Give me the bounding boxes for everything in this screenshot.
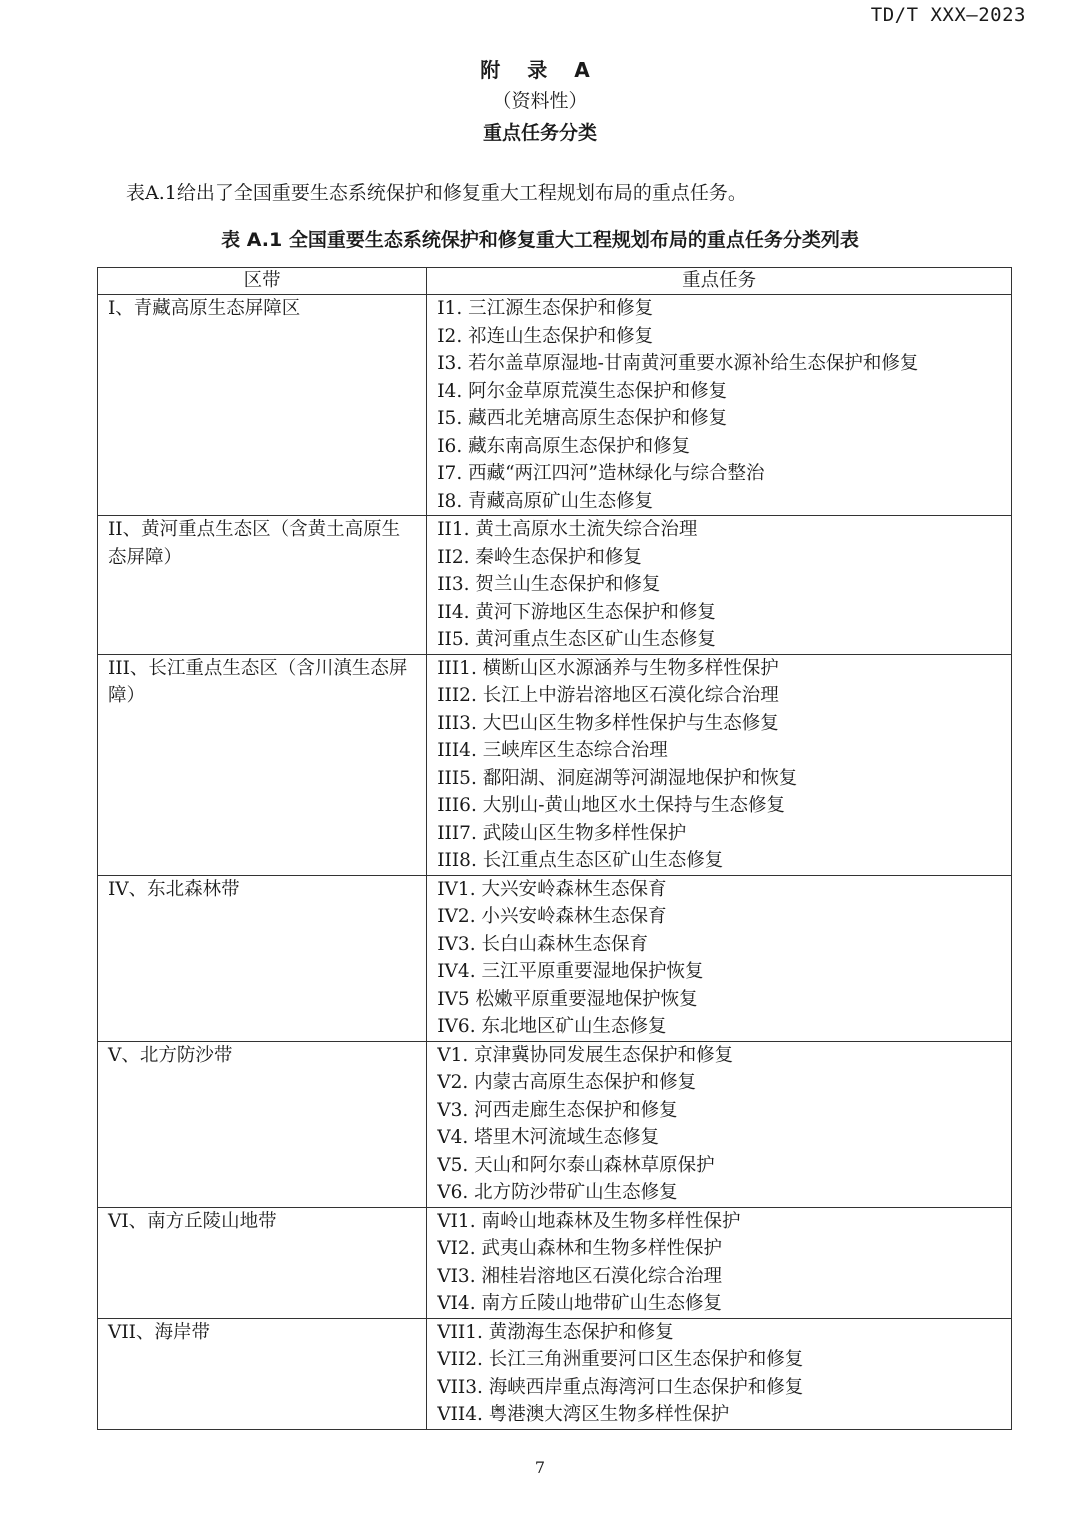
task-item: VI3. 湘桂岩溶地区石漠化综合治理 [437, 1265, 722, 1287]
header-tasks: 重点任务 [427, 268, 1012, 295]
task-item: VI4. 南方丘陵山地带矿山生态修复 [437, 1293, 722, 1314]
task-item: IV5 松嫩平原重要湿地保护恢复 [437, 988, 698, 1010]
appendix-subject: 重点任务分类 [482, 122, 597, 144]
table-row [98, 875, 1012, 1041]
table-row [98, 1318, 1012, 1429]
task-cell [427, 516, 1012, 655]
table-row [98, 1041, 1012, 1207]
task-cell [427, 1207, 1012, 1318]
table-header-row [98, 268, 1012, 295]
task-item: II1. 黄土高原水土流失综合治理 [437, 519, 698, 540]
table-row [98, 295, 1012, 516]
task-item: I4. 阿尔金草原荒漠生态保护和修复 [437, 380, 728, 402]
task-item: II2. 秦岭生态保护和修复 [437, 546, 642, 568]
intro-paragraph: 表A.1给出了全国重要生态系统保护和修复重大工程规划布局的重点任务。 [126, 182, 747, 204]
task-item: V6. 北方防沙带矿山生态修复 [437, 1182, 678, 1203]
table-body [98, 295, 1012, 1430]
task-cell [427, 654, 1012, 875]
task-item: VII2. 长江三角洲重要河口区生态保护和修复 [437, 1349, 804, 1370]
task-cell [427, 875, 1012, 1041]
task-item: VI1. 南岭山地森林及生物多样性保护 [437, 1210, 741, 1232]
task-item: IV1. 大兴安岭森林生态保育 [437, 878, 667, 900]
appendix-title: 附 录 A [480, 58, 600, 82]
task-item: III4. 三峡库区生态综合治理 [437, 740, 668, 761]
zone-cell: I、青藏高原生态屏障区 [98, 295, 427, 516]
zone-cell: IV、东北森林带 [98, 875, 427, 1041]
zone-cell: V、北方防沙带 [98, 1041, 427, 1207]
task-item: II3. 贺兰山生态保护和修复 [437, 574, 661, 595]
task-item: I3. 若尔盖草原湿地-甘南黄河重要水源补给生态保护和修复 [437, 353, 919, 374]
zone-cell: VII、海岸带 [98, 1318, 427, 1429]
task-item: I6. 藏东南高原生态保护和修复 [437, 435, 691, 457]
zone-cell: II、黄河重点生态区（含黄土高原生态屏障） [98, 516, 427, 655]
task-item: IV6. 东北地区矿山生态修复 [437, 1016, 667, 1037]
table-row [98, 654, 1012, 875]
task-item: VII1. 黄渤海生态保护和修复 [437, 1321, 674, 1343]
page-number: 7 [534, 1458, 546, 1477]
task-item: III1. 横断山区水源涵养与生物多样性保护 [437, 657, 779, 679]
document-code: TD/T XXX—2023 [870, 4, 1026, 26]
task-item: III7. 武陵山区生物多样性保护 [437, 822, 687, 844]
task-item: I2. 祁连山生态保护和修复 [437, 325, 654, 347]
task-item: V5. 天山和阿尔泰山森林草原保护 [437, 1154, 715, 1176]
task-cell [427, 1318, 1012, 1429]
task-item: VII3. 海峡西岸重点海湾河口生态保护和修复 [437, 1376, 804, 1398]
task-item: I1. 三江源生态保护和修复 [437, 298, 654, 319]
table-row [98, 1207, 1012, 1318]
task-item: VII4. 粤港澳大湾区生物多样性保护 [437, 1404, 730, 1425]
task-item: II4. 黄河下游地区生态保护和修复 [437, 601, 716, 623]
task-item: III2. 长江上中游岩溶地区石漠化综合治理 [437, 685, 779, 706]
task-item: III8. 长江重点生态区矿山生态修复 [437, 850, 724, 871]
task-item: III3. 大巴山区生物多样性保护与生态修复 [437, 712, 779, 734]
table-caption: 表 A.1 全国重要生态系统保护和修复重大工程规划布局的重点任务分类列表 [221, 229, 859, 251]
task-item: IV2. 小兴安岭森林生态保育 [437, 906, 667, 927]
task-item: V2. 内蒙古高原生态保护和修复 [437, 1072, 697, 1093]
task-item: I7. 西藏“两江四河”造林绿化与综合整治 [437, 463, 765, 484]
task-item: V3. 河西走廊生态保护和修复 [437, 1099, 678, 1121]
task-item: I5. 藏西北羌塘高原生态保护和修复 [437, 408, 728, 429]
task-item: III5. 鄱阳湖、洞庭湖等河湖湿地保护和恢复 [437, 767, 798, 789]
zone-cell: VI、南方丘陵山地带 [98, 1207, 427, 1318]
appendix-type: （资料性） [492, 90, 588, 112]
task-item: I8. 青藏高原矿山生态修复 [437, 490, 654, 512]
task-item: VI2. 武夷山森林和生物多样性保护 [437, 1238, 722, 1259]
table-row [98, 516, 1012, 655]
task-table [97, 267, 1012, 1430]
task-item: IV4. 三江平原重要湿地保护恢复 [437, 961, 704, 982]
task-cell [427, 295, 1012, 516]
task-item: V4. 塔里木河流域生态修复 [437, 1127, 660, 1148]
task-item: V1. 京津冀协同发展生态保护和修复 [437, 1044, 734, 1066]
task-cell [427, 1041, 1012, 1207]
task-item: IV3. 长白山森林生态保育 [437, 933, 648, 955]
zone-cell: III、长江重点生态区（含川滇生态屏障） [98, 654, 427, 875]
task-item: II5. 黄河重点生态区矿山生态修复 [437, 629, 716, 650]
task-item: III6. 大别山-黄山地区水土保持与生态修复 [437, 795, 785, 816]
header-zone: 区带 [98, 268, 427, 295]
